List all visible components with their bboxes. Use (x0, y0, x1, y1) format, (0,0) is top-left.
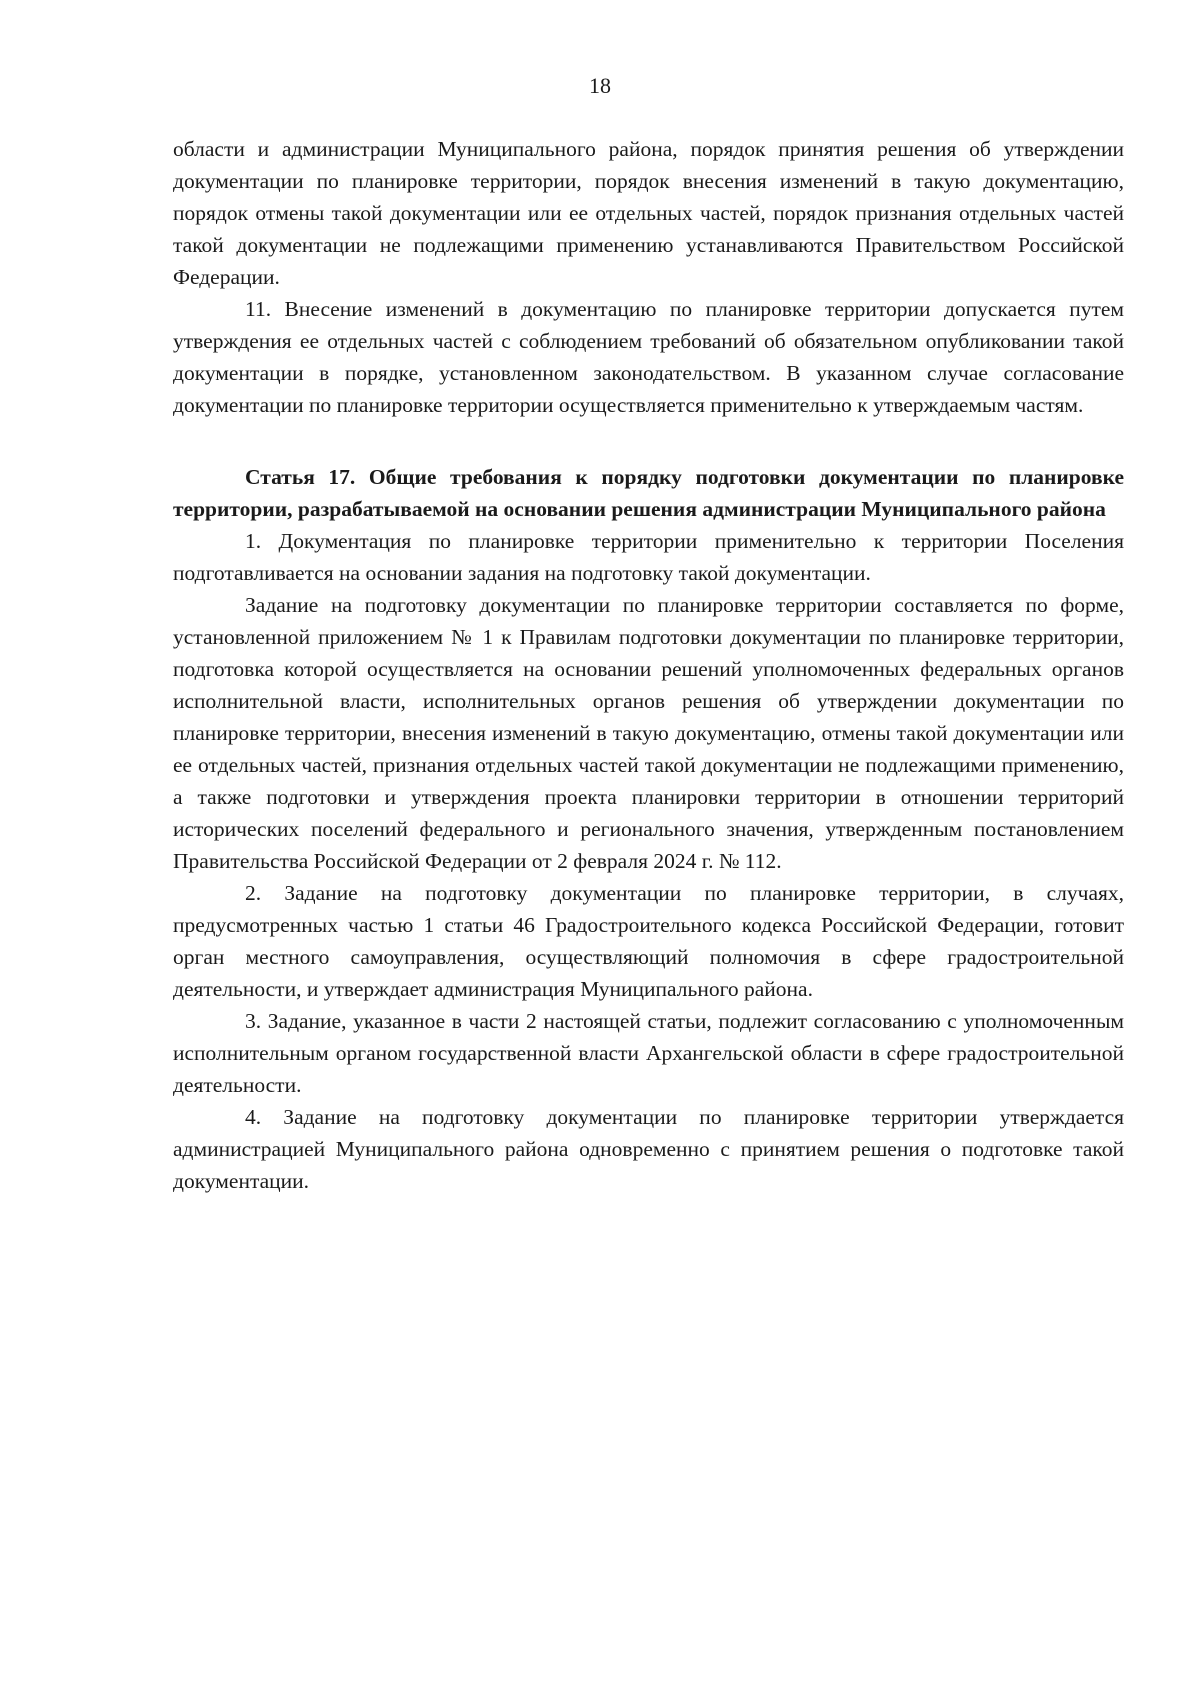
page-number: 18 (589, 73, 611, 98)
paragraph-item-2: 2. Задание на подготовку документации по планировке территории, в случаях, предусмотренных частью 1 статьи 46 Градостроительного кодекса Российской Федерации, готовит орган местного самоуправления, осуществляющий полномочия в сфере градостроительной деятельности, и утверждает администрация Муниципального района. (173, 881, 1124, 1001)
paragraph-item-1: 1. Документация по планировке территории применительно к территории Поселения подготавливается на основании задания на подготовку такой документации. (173, 529, 1124, 585)
paragraph-item-11: 11. Внесение изменений в документацию по планировке территории допускается путем утверждения ее отдельных частей с соблюдением требований об обязательном опубликовании такой документации в порядке, установленном законодательством. В указанном случае согласование документации по планировке территории осуществляется применительно к утверждаемым частям. (173, 297, 1124, 417)
paragraph-continuation: области и администрации Муниципального района, порядок принятия решения об утверждении документации по планировке территории, порядок внесения изменений в такую документацию, порядок отмены такой документации или ее отдельных частей, порядок признания отдельных частей такой документации не подлежащими применению устанавливаются Правительством Российской Федерации. (173, 137, 1124, 289)
document-body (173, 133, 1124, 1197)
paragraph-item-3: 3. Задание, указанное в части 2 настоящей статьи, подлежит согласованию с уполномоченным исполнительным органом государственной власти Архангельской области в сфере градостроительной деятельности. (173, 1009, 1124, 1097)
paragraph-item-4: 4. Задание на подготовку документации по планировке территории утверждается администрацией Муниципального района одновременно с принятием решения о подготовке такой документации. (173, 1105, 1124, 1193)
paragraph-assignment-form: Задание на подготовку документации по планировке территории составляется по форме, установленной приложением № 1 к Правилам подготовки документации по планировке территории, подготовка которой осуществляется на основании решений уполномоченных федеральных органов исполнительной власти, исполнительных органов решения об утверждении документации по планировке территории, внесения изменений в такую документацию, отмены такой документации или ее отдельных частей, признания отдельных частей такой документации не подлежащими применению, а также подготовки и утверждения проекта планировки территории в отношении территорий исторических поселений федерального и регионального значения, утвержденным постановлением Правительства Российской Федерации от 2 февраля 2024 г. № 112. (173, 593, 1124, 873)
article-17-heading: Статья 17. Общие требования к порядку подготовки документации по планировке территории, разрабатываемой на основании решения администрации Муниципального района (173, 465, 1124, 521)
